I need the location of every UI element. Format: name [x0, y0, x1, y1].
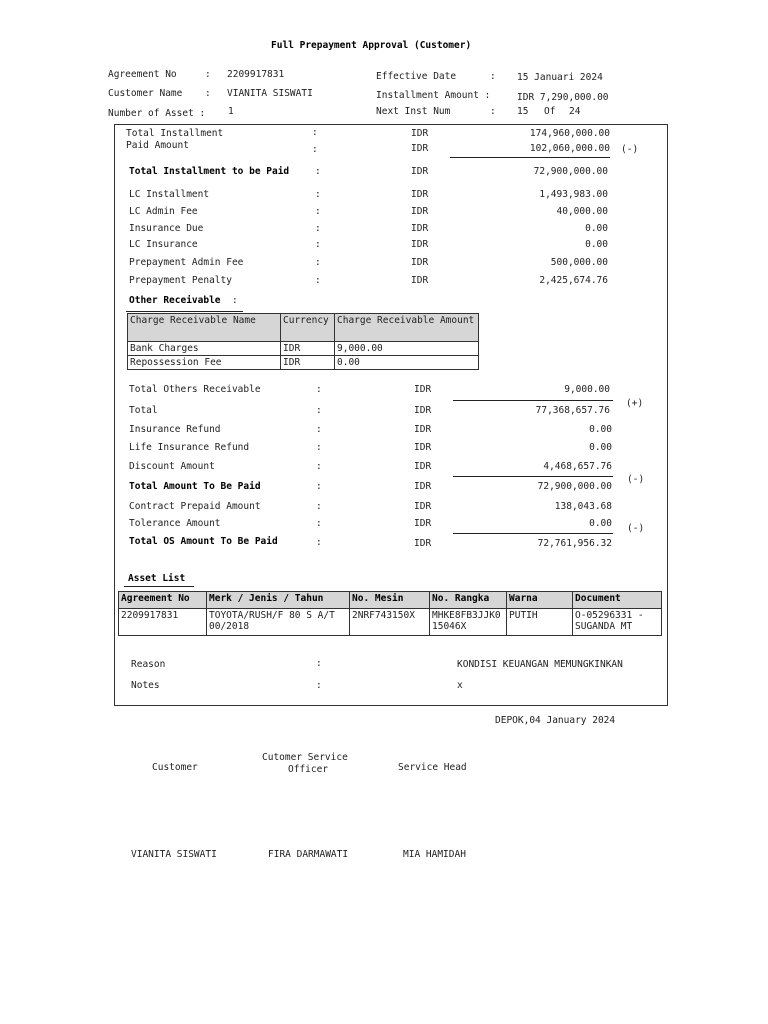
- next-inst-total: 24: [569, 106, 581, 117]
- charges-table: [127, 313, 479, 370]
- insurance-refund-label: Insurance Refund: [129, 424, 221, 435]
- prepayment-penalty-value: 2,425,674.76: [539, 275, 608, 286]
- charges-table-header: [128, 314, 479, 342]
- currency: IDR: [411, 128, 429, 139]
- paid-amount-label: Paid Amount: [126, 140, 189, 151]
- currency: IDR: [414, 518, 432, 529]
- life-insurance-refund-value: 0.00: [589, 442, 612, 453]
- currency: IDR: [411, 275, 429, 286]
- total-amount-to-be-paid-value: 72,900,000.00: [537, 481, 612, 492]
- currency: IDR: [411, 223, 429, 234]
- column-header: Charge Receivable Name: [128, 314, 281, 342]
- currency: IDR: [414, 461, 432, 472]
- discount-amount-label: Discount Amount: [129, 461, 215, 472]
- tolerance-label: Tolerance Amount: [129, 518, 221, 529]
- notes-label: Notes: [131, 680, 160, 691]
- colon: :: [316, 461, 322, 472]
- minus-sign: (-): [627, 474, 645, 485]
- currency: IDR: [414, 384, 432, 395]
- colon: :: [315, 239, 321, 250]
- colon: :: [205, 69, 211, 80]
- colon: :: [316, 481, 322, 492]
- total-to-be-paid-value: 72,900,000.00: [533, 166, 608, 177]
- table-cell: IDR: [281, 356, 335, 370]
- column-header: Agreement No: [119, 592, 207, 609]
- next-inst-of: Of: [544, 106, 556, 117]
- effective-date-value: 15 Januari 2024: [517, 72, 603, 83]
- lc-installment-label: LC Installment: [129, 189, 210, 200]
- column-header: Merk / Jenis / Tahun: [207, 592, 350, 609]
- contract-prepaid-value: 138,043.68: [554, 501, 612, 512]
- table-row: [128, 356, 479, 370]
- total-others-receivable-value: 9,000.00: [564, 384, 610, 395]
- currency: IDR: [411, 143, 429, 154]
- other-receivable-label: Other Receivable: [129, 295, 221, 306]
- currency: IDR: [411, 166, 429, 177]
- customer-signature-label: Customer: [152, 762, 198, 773]
- table-cell: TOYOTA/RUSH/F 80 S A/T 00/2018: [207, 609, 350, 636]
- discount-divider: [453, 476, 613, 477]
- paid-amount-value: 102,060,000.00: [529, 143, 610, 154]
- table-row: [119, 609, 662, 636]
- column-header: Currency: [281, 314, 335, 342]
- page-title: Full Prepayment Approval (Customer): [271, 40, 472, 51]
- colon: :: [316, 501, 322, 512]
- colon: :: [316, 658, 322, 669]
- currency: IDR: [414, 481, 432, 492]
- customer-signatory-name: VIANITA SISWATI: [131, 849, 217, 860]
- column-header: No. Rangka: [430, 592, 507, 609]
- total-divider: [453, 400, 613, 401]
- table-cell: 2NRF743150X: [350, 609, 430, 636]
- num-asset-label: Number of Asset :: [108, 108, 206, 119]
- currency: IDR: [411, 239, 429, 250]
- table-cell: Bank Charges: [128, 342, 281, 356]
- lc-insurance-label: LC Insurance: [129, 239, 198, 250]
- installment-amount-label: Installment Amount :: [376, 90, 491, 101]
- colon: :: [490, 71, 496, 82]
- currency: IDR: [414, 501, 432, 512]
- currency: IDR: [414, 405, 432, 416]
- colon: :: [315, 257, 321, 268]
- place-date: DEPOK,04 January 2024: [495, 715, 616, 726]
- total-os-value: 72,761,956.32: [537, 538, 612, 549]
- total-installment-value: 174,960,000.00: [529, 128, 610, 139]
- colon: :: [316, 405, 322, 416]
- notes-value: x: [457, 680, 463, 691]
- cso-signature-label-line2: Officer: [288, 764, 329, 775]
- other-receivable-underline: [126, 311, 243, 312]
- insurance-refund-value: 0.00: [589, 424, 612, 435]
- column-header: No. Mesin: [350, 592, 430, 609]
- table-row: [128, 342, 479, 356]
- installment-amount-value: IDR 7,290,000.00: [517, 92, 609, 103]
- lc-insurance-value: 0.00: [585, 239, 608, 250]
- colon: :: [315, 166, 321, 177]
- service-head-signatory-name: MIA HAMIDAH: [403, 849, 466, 860]
- asset-list-underline: [124, 586, 194, 587]
- colon: :: [315, 206, 321, 217]
- minus-sign: (-): [627, 523, 645, 534]
- total-amount-to-be-paid-label: Total Amount To Be Paid: [129, 481, 261, 492]
- prepayment-admin-fee-value: 500,000.00: [550, 257, 608, 268]
- colon: :: [316, 442, 322, 453]
- total-os-label: Total OS Amount To Be Paid: [129, 536, 278, 547]
- subtotal-divider: [450, 157, 610, 158]
- colon: :: [312, 127, 318, 138]
- minus-sign: (-): [621, 144, 639, 155]
- agreement-no-value: 2209917831: [227, 69, 285, 80]
- colon: :: [316, 680, 322, 691]
- currency: IDR: [414, 424, 432, 435]
- total-installment-label: Total Installment: [126, 128, 224, 139]
- currency: IDR: [414, 538, 432, 549]
- next-inst-num: 15: [517, 106, 529, 117]
- column-header: Charge Receivable Amount: [335, 314, 479, 342]
- agreement-no-label: Agreement No: [108, 69, 177, 80]
- life-insurance-refund-label: Life Insurance Refund: [129, 442, 250, 453]
- table-cell: IDR: [281, 342, 335, 356]
- currency: IDR: [411, 189, 429, 200]
- lc-admin-fee-label: LC Admin Fee: [129, 206, 198, 217]
- insurance-due-value: 0.00: [585, 223, 608, 234]
- table-cell: PUTIH: [507, 609, 573, 636]
- colon: :: [316, 518, 322, 529]
- total-others-receivable-label: Total Others Receivable: [129, 384, 261, 395]
- prepayment-admin-fee-label: Prepayment Admin Fee: [129, 257, 244, 268]
- colon: :: [316, 424, 322, 435]
- contract-prepaid-label: Contract Prepaid Amount: [129, 501, 261, 512]
- insurance-due-label: Insurance Due: [129, 223, 204, 234]
- table-cell: 2209917831: [119, 609, 207, 636]
- customer-name-value: VIANITA SISWATI: [227, 88, 313, 99]
- total-to-be-paid-label: Total Installment to be Paid: [129, 166, 290, 177]
- table-cell: MHKE8FB3JJK0 15046X: [430, 609, 507, 636]
- cso-signature-label-line1: Cutomer Service: [262, 752, 348, 763]
- asset-list-title: Asset List: [128, 573, 186, 584]
- table-cell: O-05296331 - SUGANDA MT: [573, 609, 662, 636]
- colon: :: [315, 189, 321, 200]
- total-label: Total: [129, 405, 158, 416]
- colon: :: [312, 144, 318, 155]
- colon: :: [490, 106, 496, 117]
- currency: IDR: [411, 257, 429, 268]
- colon: :: [205, 88, 211, 99]
- asset-table-header: [119, 592, 662, 609]
- effective-date-label: Effective Date: [376, 71, 457, 82]
- colon: :: [316, 384, 322, 395]
- column-header: Document: [573, 592, 662, 609]
- colon: :: [316, 537, 322, 548]
- prepayment-penalty-label: Prepayment Penalty: [129, 275, 232, 286]
- discount-amount-value: 4,468,657.76: [543, 461, 612, 472]
- colon: :: [232, 295, 238, 306]
- colon: :: [315, 275, 321, 286]
- table-cell: 9,000.00: [335, 342, 479, 356]
- asset-table: [118, 591, 662, 636]
- reason-label: Reason: [131, 659, 166, 670]
- table-cell: 0.00: [335, 356, 479, 370]
- next-inst-label: Next Inst Num: [376, 106, 451, 117]
- currency: IDR: [411, 206, 429, 217]
- reason-value: KONDISI KEUANGAN MEMUNGKINKAN: [457, 659, 623, 670]
- cso-signatory-name: FIRA DARMAWATI: [268, 849, 349, 860]
- tolerance-value: 0.00: [589, 518, 612, 529]
- service-head-signature-label: Service Head: [398, 762, 467, 773]
- lc-installment-value: 1,493,983.00: [539, 189, 608, 200]
- num-asset-value: 1: [228, 106, 234, 117]
- table-cell: Repossession Fee: [128, 356, 281, 370]
- tolerance-divider: [453, 533, 613, 534]
- lc-admin-fee-value: 40,000.00: [556, 206, 608, 217]
- currency: IDR: [414, 442, 432, 453]
- customer-name-label: Customer Name: [108, 88, 183, 99]
- plus-sign: (+): [626, 398, 644, 409]
- column-header: Warna: [507, 592, 573, 609]
- total-value: 77,368,657.76: [535, 405, 610, 416]
- colon: :: [315, 223, 321, 234]
